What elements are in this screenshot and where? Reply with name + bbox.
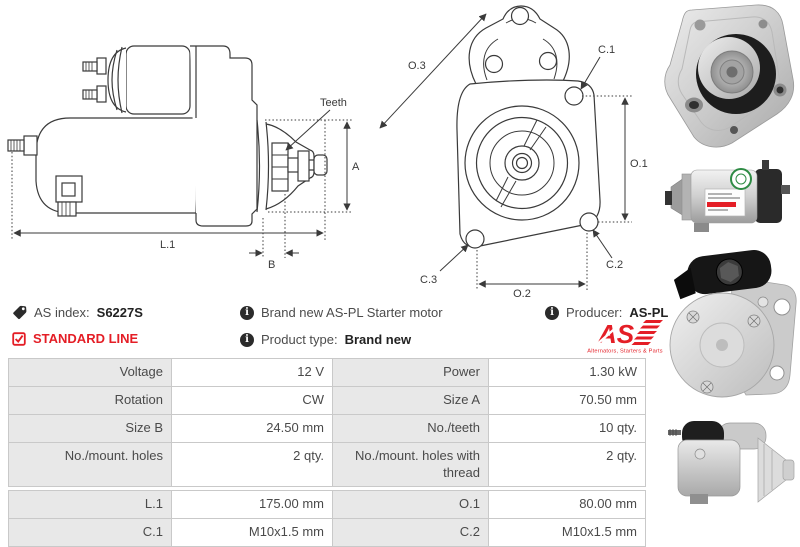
spec-table-wrap	[8, 358, 646, 547]
dim-label-o3: O.3	[408, 60, 426, 72]
standard-line-label: STANDARD LINE	[33, 331, 139, 346]
spec-value: 70.50 mm	[489, 386, 646, 414]
dim-label-l1: L.1	[160, 239, 176, 251]
table-row	[9, 442, 646, 487]
info-icon: i	[240, 306, 254, 320]
dim-label-o1: O.1	[630, 158, 648, 170]
standard-line-badge	[12, 331, 138, 346]
logo-tagline: Alternators, Starters & Parts	[587, 348, 663, 355]
spec-table-group-2	[8, 490, 646, 547]
as-index-line	[12, 305, 143, 320]
spec-value: CW	[172, 386, 333, 414]
spec-value: 2 qty.	[489, 442, 646, 487]
table-row	[9, 491, 646, 519]
spec-value: 1.30 kW	[489, 359, 646, 387]
starter-front-view-diagram	[360, 0, 662, 300]
as-pl-logo-graphic	[585, 317, 665, 355]
tag-icon	[12, 305, 27, 320]
starter-rear-photo	[660, 247, 800, 409]
checkbox-icon	[12, 332, 26, 346]
spec-label: No./mount. holes	[9, 442, 172, 487]
side-view-drawing	[0, 0, 360, 282]
product-type-line	[240, 332, 411, 347]
spec-label: C.2	[333, 519, 489, 547]
spec-label: Power	[333, 359, 489, 387]
starter-side-view-diagram	[0, 0, 360, 282]
spec-label: Size B	[9, 414, 172, 442]
starter-side-photo	[663, 149, 800, 245]
spec-label: Size A	[333, 386, 489, 414]
spec-label: Rotation	[9, 386, 172, 414]
spec-label: L.1	[9, 491, 172, 519]
spec-value: M10x1.5 mm	[489, 519, 646, 547]
producer-value: AS-PL	[629, 305, 669, 320]
spec-value: M10x1.5 mm	[172, 519, 333, 547]
product-photo-side[interactable]	[663, 149, 800, 245]
dim-label-teeth: Teeth	[320, 97, 347, 109]
info-icon: i	[545, 306, 559, 320]
table-row	[9, 519, 646, 547]
spec-label: C.1	[9, 519, 172, 547]
spec-label: Voltage	[9, 359, 172, 387]
product-description: Brand new AS-PL Starter motor	[261, 305, 443, 320]
spec-label: No./mount. holes with thread	[333, 442, 489, 487]
as-index-value: S6227S	[96, 305, 143, 320]
product-type-label: Product type:	[261, 332, 338, 347]
spec-value: 12 V	[172, 359, 333, 387]
dim-label-a: A	[352, 161, 360, 173]
spec-value: 10 qty.	[489, 414, 646, 442]
spec-value: 2 qty.	[172, 442, 333, 487]
table-row	[9, 414, 646, 442]
dim-label-c3: C.3	[420, 274, 438, 286]
info-icon: i	[240, 333, 254, 347]
dim-label-c2: C.2	[606, 259, 624, 271]
spec-value: 24.50 mm	[172, 414, 333, 442]
spec-label: No./teeth	[333, 414, 489, 442]
spec-value: 80.00 mm	[489, 491, 646, 519]
table-row	[9, 386, 646, 414]
dim-label-c1: C.1	[598, 44, 616, 56]
product-photo-flange[interactable]	[660, 2, 800, 148]
producer-label: Producer:	[566, 305, 623, 320]
as-pl-logo	[585, 317, 665, 355]
spec-value: 175.00 mm	[172, 491, 333, 519]
front-view-drawing	[360, 0, 662, 300]
description-line	[240, 305, 443, 320]
dim-label-b: B	[268, 259, 276, 271]
spec-table-group-1	[8, 358, 646, 487]
table-row	[9, 359, 646, 387]
product-photo-angle[interactable]	[660, 410, 800, 516]
product-type-value: Brand new	[344, 332, 412, 347]
flange-front-photo	[660, 2, 800, 148]
spec-label: O.1	[333, 491, 489, 519]
logo-as-text: AS	[598, 319, 635, 349]
dim-label-o2: O.2	[513, 288, 531, 300]
product-photo-rear[interactable]	[660, 247, 800, 409]
starter-angle-photo	[660, 410, 800, 516]
as-index-label: AS index:	[34, 305, 90, 320]
